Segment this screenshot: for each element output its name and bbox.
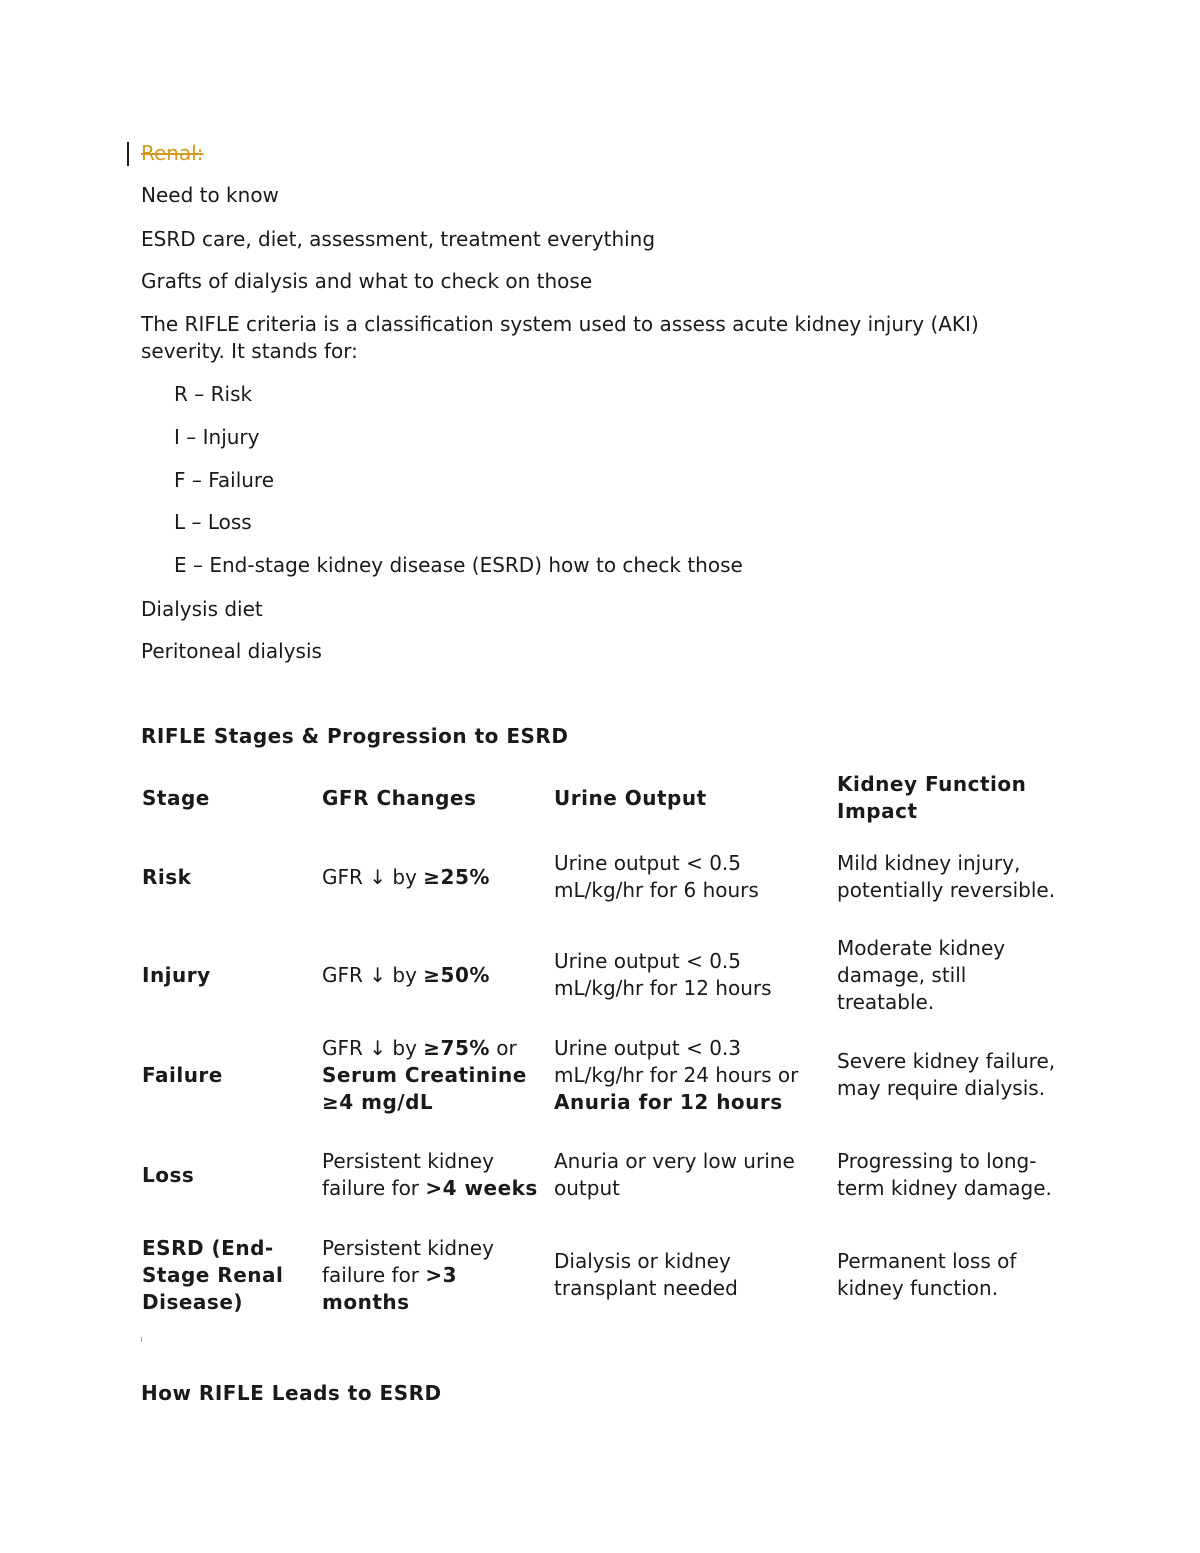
rifle-list-item: I – Injury: [174, 425, 260, 449]
urine-cell: Anuria or very low urine output: [554, 1149, 795, 1200]
table-row: [138, 830, 1071, 924]
rifle-list-item: L – Loss: [174, 510, 252, 534]
note-line: Grafts of dialysis and what to check on those: [141, 269, 593, 293]
column-header-urine: Urine Output: [554, 785, 707, 810]
rifle-stages-table: [138, 766, 1071, 1324]
section-title: How RIFLE Leads to ESRD: [141, 1381, 442, 1405]
gfr-cell: GFR ↓ by ≥75% or Serum Creatinine ≥4 mg/dL: [322, 1035, 527, 1114]
table-title: RIFLE Stages & Progression to ESRD: [141, 724, 569, 748]
note-line: Dialysis diet: [141, 597, 263, 621]
paragraph-mark: [141, 1337, 142, 1342]
stage-cell: Loss: [142, 1162, 195, 1187]
note-line: Need to know: [141, 183, 279, 207]
gfr-cell: GFR ↓ by ≥50%: [322, 962, 490, 987]
rifle-list-item: R – Risk: [174, 382, 253, 406]
table-header-row: [138, 766, 1071, 830]
impact-cell: Mild kidney injury, potentially reversible.: [837, 851, 1056, 902]
gfr-cell: GFR ↓ by ≥25%: [322, 864, 490, 889]
notes-title: Renal:: [141, 141, 204, 165]
impact-cell: Progressing to long-term kidney damage.: [837, 1149, 1052, 1200]
urine-cell: Urine output < 0.5 mL/kg/hr for 6 hours: [554, 851, 759, 902]
stage-cell: Failure: [142, 1062, 223, 1087]
column-header-impact: Kidney Function Impact: [837, 772, 1027, 823]
urine-cell: Dialysis or kidney transplant needed: [554, 1249, 738, 1300]
table-row: [138, 1124, 1071, 1226]
gfr-cell: Persistent kidney failure for >4 weeks: [322, 1149, 538, 1200]
impact-cell: Moderate kidney damage, still treatable.: [837, 935, 1006, 1014]
impact-cell: Permanent loss of kidney function.: [837, 1249, 1017, 1300]
note-paragraph: The RIFLE criteria is a classification system used to assess acute kidney injury (AKI) severity. It stands for:: [141, 312, 979, 363]
table-row: [138, 1026, 1071, 1124]
table-row: [138, 924, 1071, 1026]
rifle-list-item: E – End-stage kidney disease (ESRD) how to check those: [174, 553, 743, 577]
note-line: ESRD care, diet, assessment, treatment everything: [141, 227, 656, 251]
urine-cell: Urine output < 0.5 mL/kg/hr for 12 hours: [554, 949, 772, 1000]
column-header-stage: Stage: [142, 785, 210, 810]
impact-cell: Severe kidney failure, may require dialysis.: [837, 1049, 1056, 1100]
column-header-gfr: GFR Changes: [322, 785, 477, 810]
stage-cell: Injury: [142, 962, 211, 987]
gfr-cell: Persistent kidney failure for >3 months: [322, 1235, 494, 1314]
rifle-list-item: F – Failure: [174, 468, 275, 492]
table-row: [138, 1226, 1071, 1324]
text-cursor: [127, 142, 129, 166]
stage-cell: ESRD (End-Stage Renal Disease): [142, 1235, 284, 1314]
note-line: Peritoneal dialysis: [141, 639, 322, 663]
urine-cell: Urine output < 0.3 mL/kg/hr for 24 hours or Anuria for 12 hours: [554, 1035, 799, 1114]
stage-cell: Risk: [142, 864, 192, 889]
